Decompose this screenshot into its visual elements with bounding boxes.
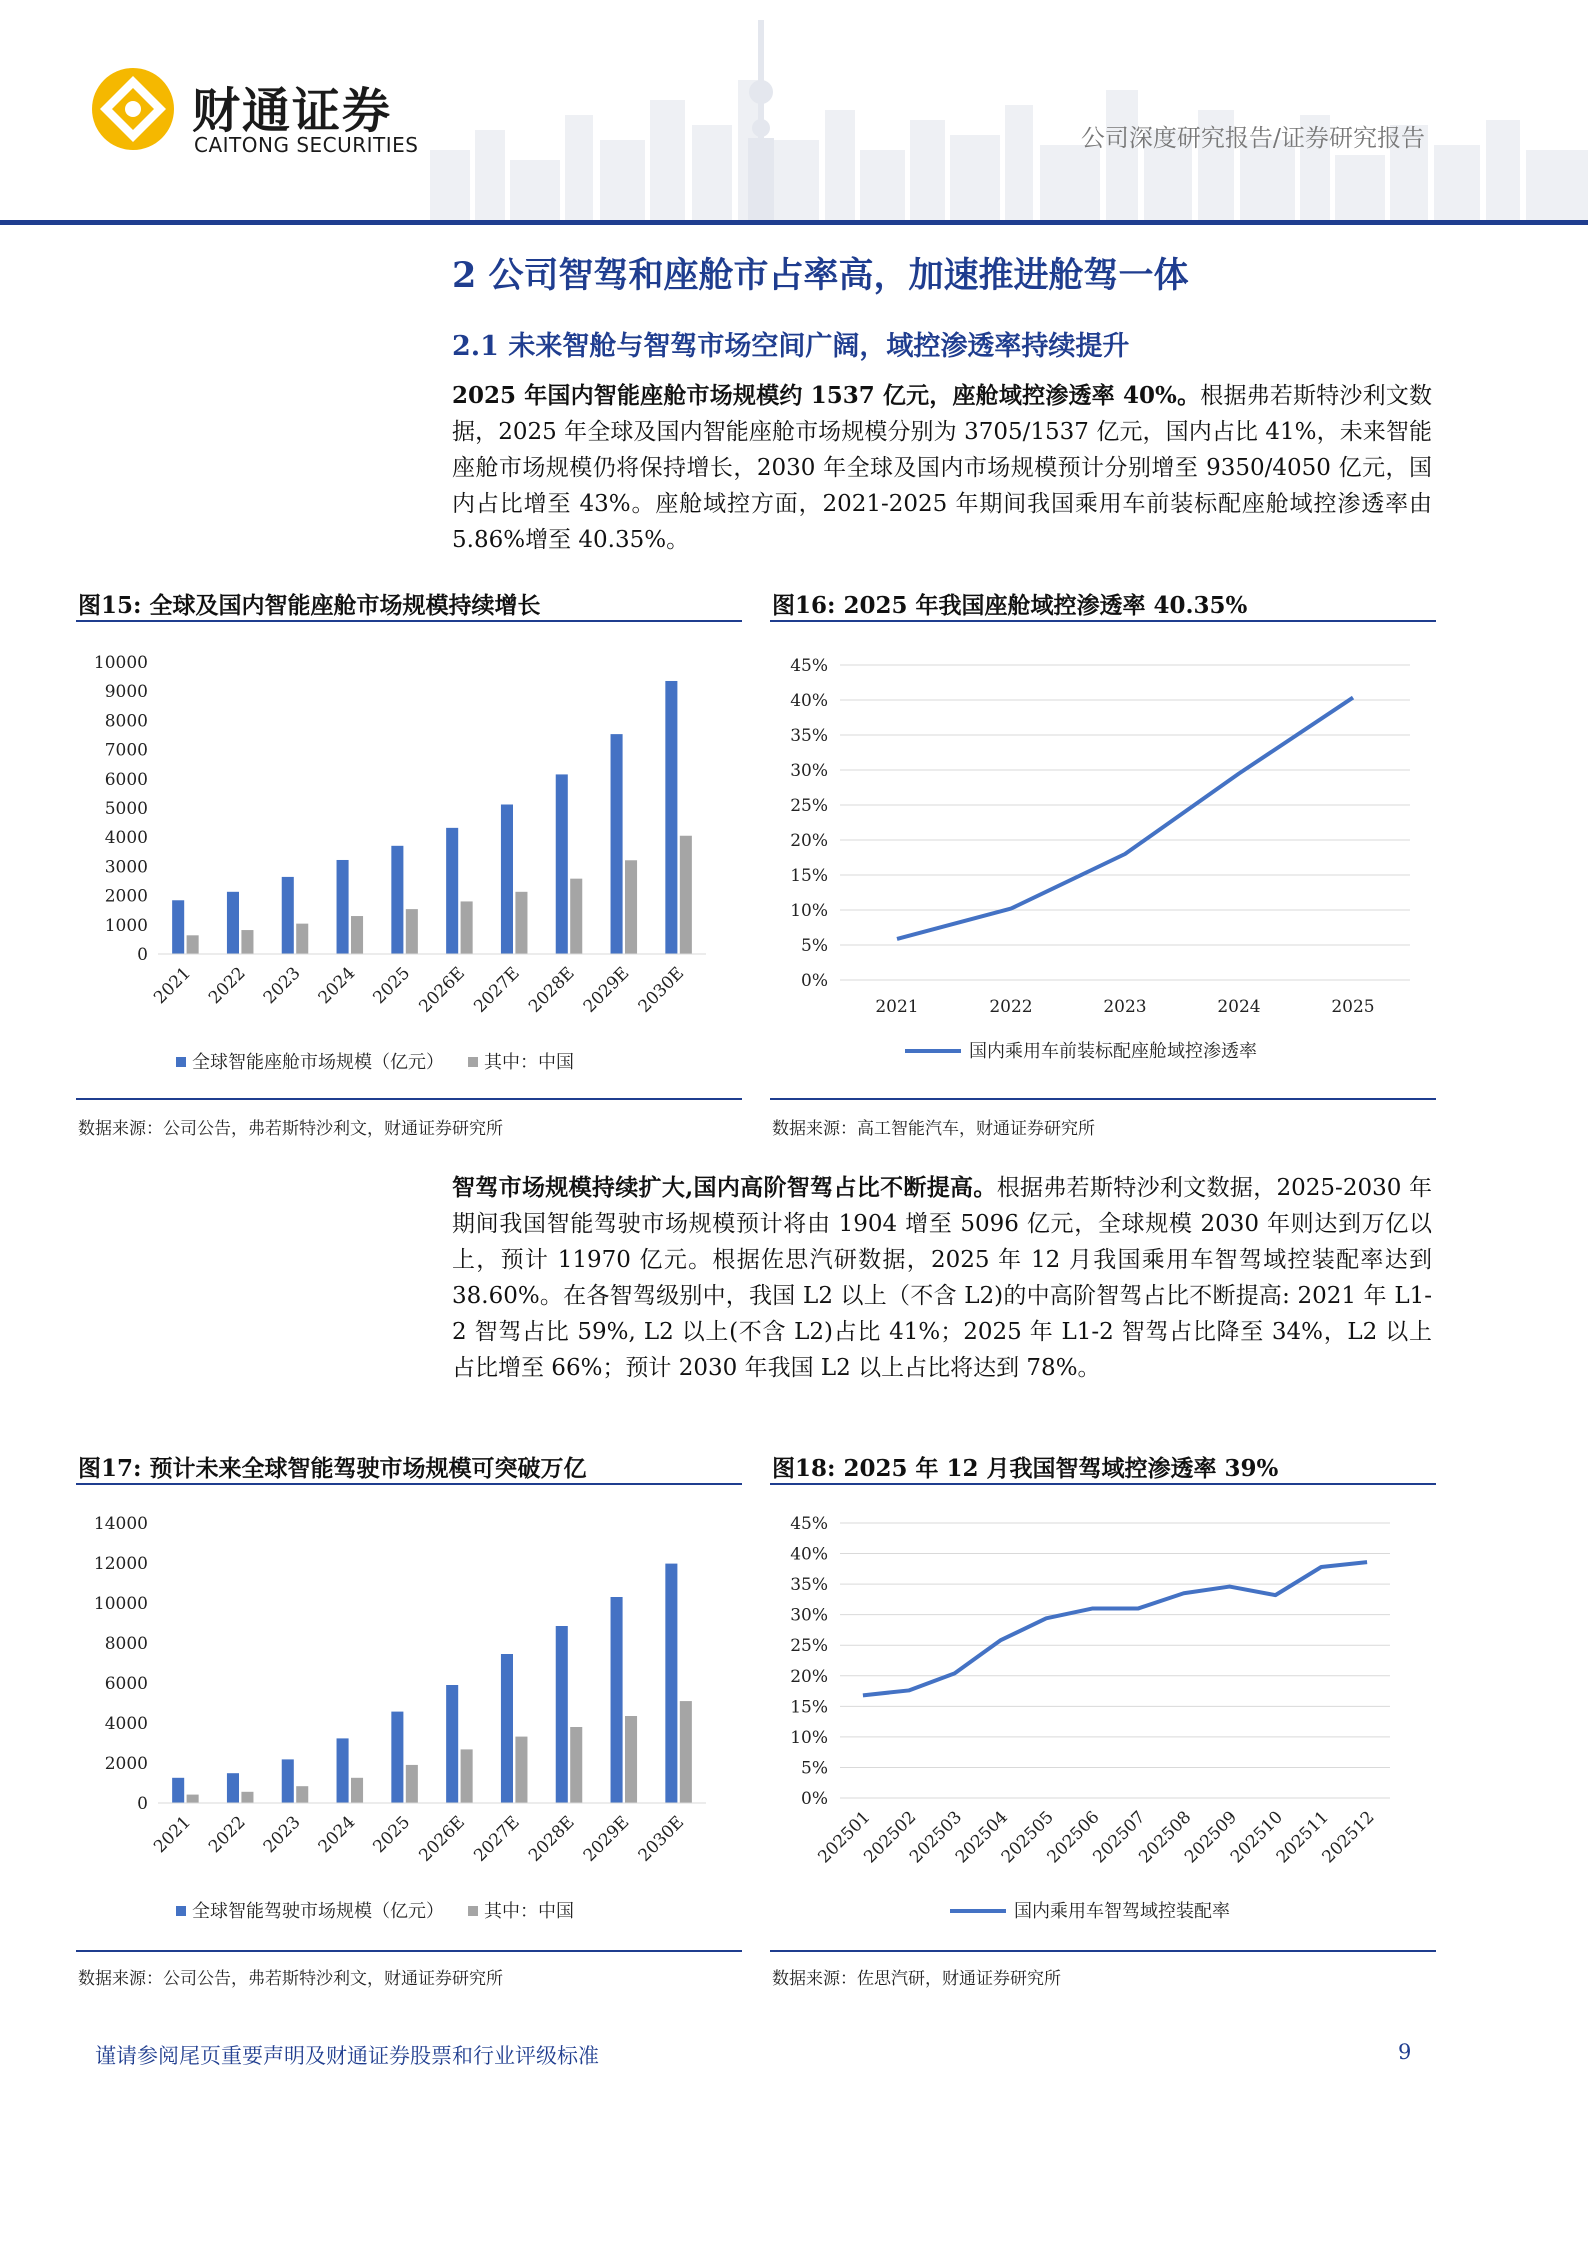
bar: [625, 1716, 637, 1803]
x-tick-label: 2028E: [525, 963, 579, 1017]
x-tick-label: 202501: [814, 1807, 875, 1868]
x-tick-label: 2022: [204, 963, 250, 1009]
x-tick-label: 2022: [989, 997, 1033, 1017]
source-rule: [770, 1950, 1436, 1952]
y-tick-label: 4000: [104, 1714, 148, 1734]
paragraph-lead: 智驾市场规模持续扩大,国内高阶智驾占比不断提高。: [452, 1174, 997, 1201]
figure-title-16: 图16: 2025 年我国座舱域控渗透率 40.35%: [772, 592, 1248, 619]
x-tick-label: 2023: [1103, 997, 1147, 1017]
x-tick-label: 2027E: [470, 1812, 524, 1866]
y-tick-label: 15%: [790, 866, 828, 886]
bar: [556, 774, 568, 954]
x-tick-label: 2026E: [415, 1812, 469, 1866]
x-tick-label: 2021: [875, 997, 919, 1017]
chart-fig18: [770, 1493, 1436, 1943]
figure-rule: [76, 620, 742, 622]
chart-fig16: [770, 630, 1436, 1090]
bar: [570, 879, 582, 954]
bar: [241, 930, 253, 954]
bar: [515, 892, 527, 954]
x-tick-label: 202506: [1043, 1807, 1104, 1868]
y-tick-label: 7000: [104, 740, 148, 761]
y-tick-label: 0: [137, 945, 148, 965]
paragraph-body: 根据弗若斯特沙利文数据，2025-2030 年期间我国智能驾驶市场规模预计将由 1904 增至 5096 亿元，全球规模 2030 年则达到万亿以上，预计 11970 亿元。根据佐思汽研数据，2025 年 12 月我国乘用车智驾域控装配率达到 38.60%。在各智驾级别中，我国 L2 以上（不含 L2)的中高阶智驾占比不断提高: 2021 年 L1-2 智驾占比 59%, L2 以上(不含 L2)占比 41%；2025 年 L1-2 智驾占比降至 34%，L2 以上占比增至 66%；预计 2030 年我国 L2 以上占比将达到 78%。: [452, 1175, 1432, 1381]
bar: [625, 860, 637, 954]
bar: [611, 1597, 623, 1803]
x-tick-label: 2026E: [415, 963, 469, 1017]
x-tick-label: 2024: [1217, 997, 1261, 1017]
x-tick-label: 2030E: [634, 1812, 689, 1866]
source-rule: [770, 1098, 1436, 1100]
bar: [296, 1786, 308, 1803]
x-tick-label: 202505: [997, 1807, 1058, 1868]
figure-source-18: 数据来源：佐思汽研，财通证券研究所: [772, 1969, 1061, 1989]
x-tick-label: 2030E: [634, 963, 689, 1017]
y-tick-label: 35%: [790, 1575, 828, 1596]
figure-rule: [770, 1483, 1436, 1485]
bar: [406, 1765, 418, 1803]
chart-svg: [76, 1493, 742, 1943]
brand-name-cn: 财通证券: [192, 83, 393, 139]
x-tick-label: 2021: [150, 963, 195, 1009]
subsection-heading: 2.1 未来智舱与智驾市场空间广阔，域控渗透率持续提升: [452, 331, 1130, 362]
y-tick-label: 5000: [104, 799, 148, 819]
figure-title-15: 图15: 全球及国内智能座舱市场规模持续增长: [78, 592, 541, 619]
paragraph-autonomous-driving: [452, 1170, 1432, 1386]
x-tick-label: 2024: [314, 963, 360, 1009]
chart-fig15: [76, 630, 742, 1090]
bar: [391, 1712, 403, 1803]
bar: [187, 935, 199, 954]
y-tick-label: 10000: [93, 653, 148, 673]
y-tick-label: 25%: [790, 796, 828, 816]
bar: [172, 1778, 184, 1803]
x-tick-label: 2021: [150, 1812, 195, 1858]
logo-icon: [90, 66, 176, 152]
header-divider: [0, 220, 1588, 225]
y-tick-label: 40%: [790, 691, 828, 711]
x-tick-label: 202510: [1226, 1807, 1287, 1868]
source-rule: [76, 1950, 742, 1952]
bar: [570, 1727, 582, 1803]
x-tick-label: 202507: [1089, 1807, 1150, 1868]
chart-svg: [770, 1493, 1436, 1943]
bar: [337, 860, 349, 954]
legend-swatch: [176, 1906, 186, 1916]
bar: [515, 1737, 527, 1803]
y-tick-label: 4000: [104, 828, 148, 849]
y-tick-label: 3000: [104, 857, 148, 878]
y-tick-label: 40%: [790, 1544, 828, 1565]
y-tick-label: 6000: [104, 769, 148, 790]
bar: [501, 804, 513, 954]
y-tick-label: 20%: [790, 831, 828, 851]
y-tick-label: 35%: [790, 726, 828, 746]
footer-disclaimer-link[interactable]: 谨请参阅尾页重要声明及财通证券股票和行业评级标准: [95, 2044, 599, 2068]
y-tick-label: 20%: [790, 1666, 828, 1687]
y-tick-label: 10000: [93, 1594, 148, 1614]
bar: [446, 1685, 458, 1803]
x-tick-label: 202512: [1318, 1807, 1379, 1868]
x-tick-label: 2023: [259, 1812, 305, 1858]
bar: [680, 1701, 692, 1803]
y-tick-label: 5%: [801, 1758, 828, 1779]
y-tick-label: 5%: [801, 936, 828, 956]
y-tick-label: 0%: [801, 1789, 828, 1809]
bar: [461, 1749, 473, 1803]
bar: [227, 1773, 239, 1803]
legend-label: 其中：中国: [484, 1052, 574, 1073]
bar: [446, 828, 458, 954]
figure-rule: [770, 620, 1436, 622]
chart-svg: [770, 630, 1436, 1090]
bar: [680, 836, 692, 954]
paragraph-cockpit: [452, 378, 1432, 558]
section-heading: 2 公司智驾和座舱市占率高，加速推进舱驾一体: [452, 255, 1189, 296]
report-type: 公司深度研究报告/证券研究报告: [1080, 124, 1425, 152]
bar: [501, 1654, 513, 1803]
y-tick-label: 9000: [104, 682, 148, 703]
chart-fig17: [76, 1493, 742, 1943]
figure-rule: [76, 1483, 742, 1485]
bar: [351, 1778, 363, 1803]
bar: [241, 1792, 253, 1803]
bar: [406, 909, 418, 954]
y-tick-label: 10%: [790, 1727, 828, 1748]
x-tick-label: 202502: [860, 1807, 921, 1868]
y-tick-label: 6000: [104, 1674, 148, 1694]
legend-label: 国内乘用车前装标配座舱域控渗透率: [969, 1041, 1257, 1062]
x-tick-label: 2027E: [470, 963, 524, 1017]
bar: [351, 916, 363, 954]
bar: [461, 901, 473, 954]
bar: [611, 734, 623, 954]
legend-swatch: [176, 1057, 186, 1067]
y-tick-label: 8000: [104, 1634, 148, 1654]
y-tick-label: 1000: [104, 915, 148, 936]
y-tick-label: 10%: [790, 901, 828, 921]
y-tick-label: 30%: [790, 1605, 828, 1626]
brand-name-en: CAITONG SECURITIES: [194, 133, 419, 157]
legend-label: 全球智能驾驶市场规模（亿元）: [192, 1901, 444, 1922]
bar: [665, 1564, 677, 1803]
figure-source-17: 数据来源：公司公告，弗若斯特沙利文，财通证券研究所: [78, 1969, 503, 1989]
x-tick-label: 2029E: [579, 963, 634, 1017]
figure-source-16: 数据来源：高工智能汽车，财通证券研究所: [772, 1119, 1095, 1139]
y-tick-label: 45%: [790, 656, 828, 676]
y-tick-label: 8000: [104, 711, 148, 732]
y-tick-label: 30%: [790, 761, 828, 781]
y-tick-label: 0: [137, 1794, 148, 1814]
x-tick-label: 202511: [1272, 1807, 1333, 1868]
bar: [556, 1626, 568, 1803]
bar: [187, 1795, 199, 1803]
x-tick-label: 2023: [259, 963, 305, 1009]
figure-source-15: 数据来源：公司公告，弗若斯特沙利文，财通证券研究所: [78, 1119, 503, 1139]
bar: [227, 892, 239, 954]
bar: [172, 900, 184, 954]
series-line: [897, 698, 1353, 939]
x-tick-label: 2024: [314, 1812, 360, 1858]
y-tick-label: 14000: [93, 1514, 148, 1534]
y-tick-label: 12000: [93, 1554, 148, 1574]
legend-swatch: [468, 1057, 478, 1067]
bar: [665, 681, 677, 954]
legend-swatch: [468, 1906, 478, 1916]
legend-label: 全球智能座舱市场规模（亿元）: [192, 1052, 444, 1073]
y-tick-label: 2000: [104, 886, 148, 907]
y-tick-label: 25%: [790, 1636, 828, 1657]
y-tick-label: 2000: [104, 1754, 148, 1774]
paragraph-body: 根据弗若斯特沙利文数据，2025 年全球及国内智能座舱市场规模分别为 3705/1537 亿元，国内占比 41%，未来智能座舱市场规模仍将保持增长，2030 年全球及国内市场规模预计分别增至 9350/4050 亿元，国内占比增至 43%。座舱域控方面，2021-2025 年期间我国乘用车前装标配座舱域控渗透率由 5.86%增至 40.35%。: [452, 383, 1433, 553]
x-tick-label: 2028E: [525, 1812, 579, 1866]
y-tick-label: 0%: [801, 971, 828, 991]
source-rule: [76, 1098, 742, 1100]
x-tick-label: 2022: [204, 1812, 250, 1858]
chart-svg: [76, 630, 742, 1090]
y-tick-label: 15%: [790, 1697, 828, 1718]
bar: [337, 1738, 349, 1803]
figure-title-18: 图18: 2025 年 12 月我国智驾域控渗透率 39%: [772, 1455, 1279, 1482]
bar: [282, 877, 294, 954]
x-tick-label: 2029E: [579, 1812, 634, 1866]
x-tick-label: 2025: [369, 1812, 415, 1858]
bar: [296, 924, 308, 954]
legend-label: 其中：中国: [484, 1901, 574, 1922]
bar: [282, 1759, 294, 1803]
x-tick-label: 202503: [906, 1807, 967, 1868]
y-tick-label: 45%: [790, 1514, 828, 1534]
x-tick-label: 2025: [1331, 997, 1375, 1017]
legend-label: 国内乘用车智驾域控装配率: [1014, 1901, 1230, 1922]
bar: [391, 846, 403, 954]
x-tick-label: 202508: [1135, 1807, 1196, 1868]
x-tick-label: 2025: [369, 963, 415, 1009]
x-tick-label: 202509: [1181, 1807, 1242, 1868]
x-tick-label: 202504: [951, 1807, 1012, 1868]
figure-title-17: 图17: 预计未来全球智能驾驶市场规模可突破万亿: [78, 1455, 587, 1482]
paragraph-lead: 2025 年国内智能座舱市场规模约 1537 亿元，座舱域控渗透率 40%。: [452, 382, 1201, 409]
page-number: 9: [1398, 2040, 1412, 2064]
